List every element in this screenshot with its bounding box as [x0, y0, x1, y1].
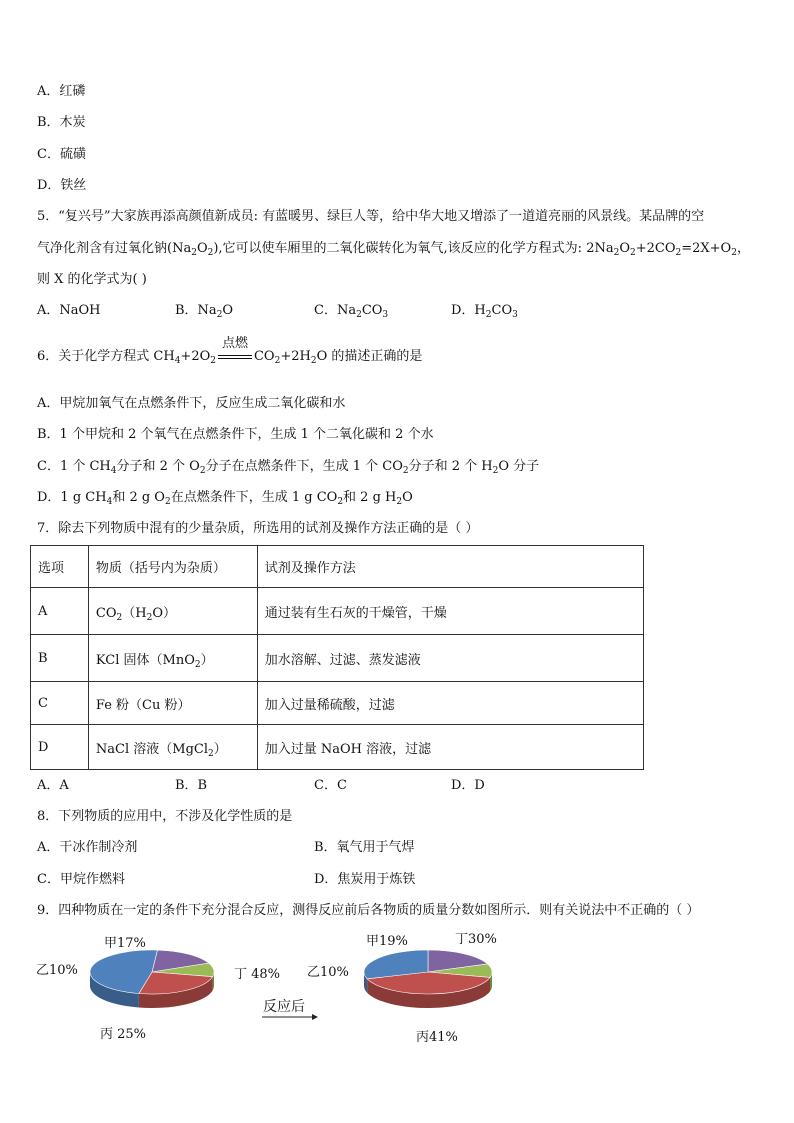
q6-option-b: B．1 个甲烷和 2 个氧气在点燃条件下，生成 1 个二氧化碳和 2 个水: [37, 427, 434, 442]
table-cell-option: C: [31, 682, 89, 725]
table-cell-substance: Fe 粉（Cu 粉）: [88, 682, 257, 725]
reaction-condition: 点燃: [221, 336, 248, 351]
q8-option-b: B．氧气用于气焊: [314, 840, 415, 855]
q9-stem: 9．四种物质在一定的条件下充分混合反应，测得反应前后各物质的质量分数如图所示．则有关说法中不正确的（ ）: [37, 903, 700, 918]
table-row: [31, 588, 644, 635]
table-cell-method: 通过装有生石灰的干燥管，干燥: [257, 588, 643, 635]
pie-label-before-乙: 乙10%: [36, 963, 78, 978]
table-row: [31, 635, 644, 682]
q7-option-a: A．A: [37, 778, 69, 793]
table-header-row: [31, 546, 644, 588]
reaction-equals-sign: [218, 336, 252, 365]
table-cell-method: 加入过量稀硫酸，过滤: [257, 682, 643, 725]
q6-option-c: C．1 个 $CH_4$分子和 2 个 $O_2$分子在点燃条件下，生成 1 个 $CO_2$分子和 2 个 $H_2O$ 分子: [37, 459, 540, 476]
q5-options: [37, 303, 597, 319]
table-cell-option: B: [31, 635, 89, 682]
q8-stem: 8．下列物质的应用中，不涉及化学性质的是: [37, 809, 293, 824]
q8-options-row2: [37, 872, 597, 888]
q5-option-d: D．$H_2CO_3$: [451, 303, 518, 320]
table-header-cell: 物质（括号内为杂质）: [88, 546, 257, 588]
q7-table: [30, 545, 644, 770]
table-row: [31, 682, 644, 725]
prev-option-d: D．铁丝: [37, 178, 87, 193]
q7-option-c: C．C: [314, 778, 347, 793]
q8-option-d: D．焦炭用于炼铁: [314, 872, 416, 887]
pie-label-before-丙: 丙 25%: [100, 1027, 147, 1042]
pie-chart-before: [90, 950, 214, 1008]
q8-option-c: C．甲烷作燃料: [37, 872, 125, 887]
q8-option-a: A．干冰作制冷剂: [37, 840, 138, 855]
table-cell-method: 加入过量 NaOH 溶液，过滤: [257, 725, 643, 770]
q5-stem-line2: 气净化剂含有过氧化钠$(Na_2O_2)$,它可以使车厢里的二氧化碳转化为氧气,该反应的化学方程式为: $2Na_2O_2+2CO_2=2X+O_2$，: [37, 241, 750, 258]
table-cell-option: D: [31, 725, 89, 770]
table-cell-option: A: [31, 588, 89, 635]
q7-option-b: B．B: [175, 778, 208, 793]
q7-option-d: D．D: [451, 778, 485, 793]
q6-stem: 6．关于化学方程式 $CH_4+2O_2$ 点燃 $CO_2+2H_2O$ 的描述正确的是: [37, 336, 423, 366]
table-row: [31, 725, 644, 770]
q5-option-a: A．NaOH: [37, 303, 101, 318]
prev-option-a: A．红磷: [37, 84, 86, 99]
table-cell-substance: NaCl 溶液（MgCl$_2$）: [88, 725, 257, 770]
q6-option-d: D．1 g $CH_4$和 2 g $O_2$在点燃条件下，生成 1 g $CO_2$和 2 g $H_2O$: [37, 490, 413, 507]
q6-option-a: A．甲烷加氧气在点燃条件下，反应生成二氧化碳和水: [37, 396, 346, 411]
pie-label-before-甲: 甲17%: [104, 936, 146, 951]
q5-stem-line1: 5．“复兴号”大家族再添高颜值新成员: 有蓝暖男、绿巨人等，给中华大地又增添了一道道亮丽的风景线。某品牌的空: [37, 209, 705, 224]
q8-options-row1: [37, 840, 597, 856]
prev-option-c: C．硫磺: [37, 147, 86, 162]
pie-label-after-甲: 甲19%: [366, 934, 408, 949]
q5-option-c: C．$Na_2CO_3$: [314, 303, 389, 320]
table-cell-substance: $CO_2(H_2O)$: [88, 588, 257, 635]
pie-label-before-丁: 丁 48%: [234, 967, 281, 982]
table-cell-substance: KCl 固体（MnO$_2$）: [88, 635, 257, 682]
reaction-arrow-label: 反应后: [263, 999, 305, 1015]
pie-label-after-乙: 乙10%: [307, 965, 349, 980]
q7-stem: 7．除去下列物质中混有的少量杂质，所选用的试剂及操作方法正确的是（ ）: [37, 521, 479, 536]
table-cell-method: 加水溶解、过滤、蒸发滤液: [257, 635, 643, 682]
table-header-cell: 选项: [31, 546, 89, 588]
pie-label-after-丙: 丙41%: [416, 1030, 458, 1045]
q5-option-b: B．$Na_2O$: [175, 303, 234, 320]
pie-label-after-丁: 丁30%: [455, 932, 497, 947]
pie-charts-figure: [0, 925, 794, 1055]
pie-chart-after: [364, 950, 492, 1008]
prev-option-b: B．木炭: [37, 115, 86, 130]
table-header-cell: 试剂及操作方法: [257, 546, 643, 588]
q7-options: [37, 778, 597, 794]
q5-stem-line3: 则 X 的化学式为( ): [37, 272, 147, 287]
